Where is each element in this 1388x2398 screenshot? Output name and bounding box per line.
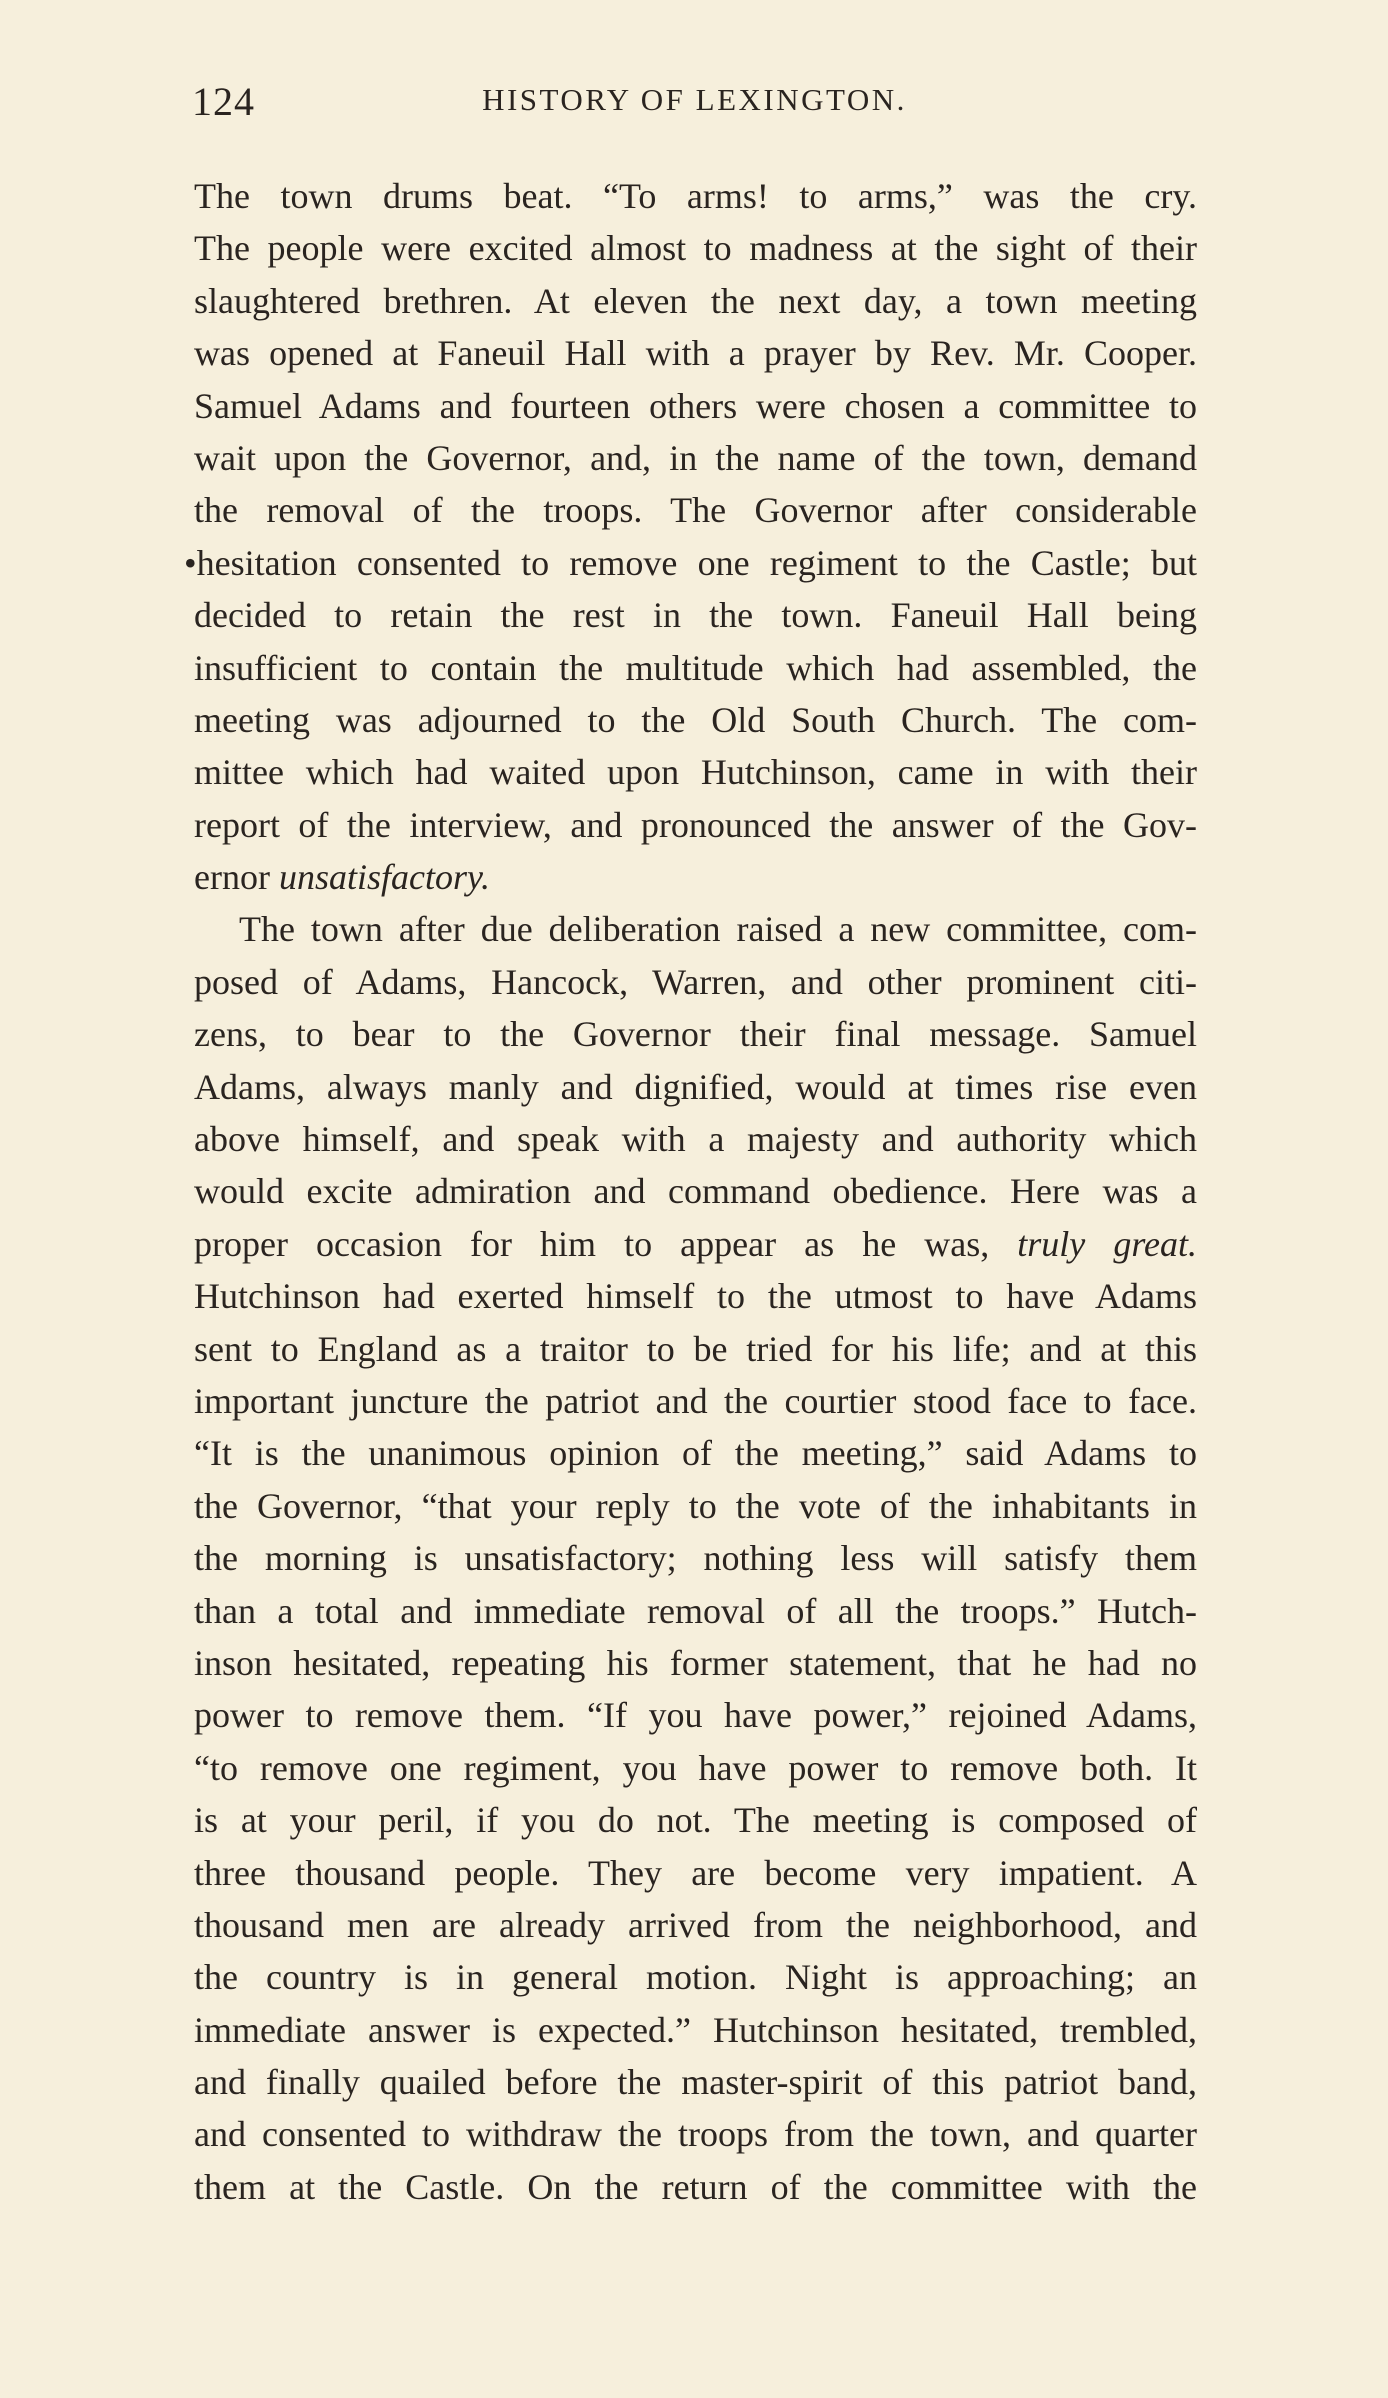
text-line: important juncture the patriot and the courtier stood face to face.	[194, 1380, 1197, 1421]
text-line: Hutchinson had exerted himself to the utmost to have Adams	[194, 1276, 1197, 1317]
text-line: and consented to withdraw the troops from the town, and quarter	[194, 2114, 1197, 2155]
text-line: and finally quailed before the master-spirit of this patriot band,	[194, 2062, 1197, 2103]
text-line	[194, 851, 1197, 903]
text-line: mittee which had waited upon Hutchinson, came in with their	[194, 752, 1197, 793]
italic-word: unsatisfactory.	[278, 857, 490, 898]
text-line: three thousand people. They are become very impatient. A	[194, 1852, 1197, 1893]
text-line: zens, to bear to the Governor their final message. Samuel	[194, 1014, 1197, 1055]
text-line: posed of Adams, Hancock, Warren, and other prominent citi-	[194, 961, 1197, 1002]
page-number: 124	[192, 79, 255, 124]
text-line: Adams, always manly and dignified, would at times rise even	[194, 1066, 1197, 1107]
text-line: thousand men are already arrived from the neighborhood, and	[194, 1904, 1197, 1945]
text-line: The town after due deliberation raised a new committee, com-	[239, 909, 1197, 950]
text-line	[194, 1218, 1197, 1270]
text-line: would excite admiration and command obedience. Here was a	[194, 1171, 1197, 1212]
text-line: above himself, and speak with a majesty and authority which	[194, 1119, 1197, 1160]
text-line: decided to retain the rest in the town. Faneuil Hall being	[194, 595, 1197, 636]
text-line: the removal of the troops. The Governor after considerable	[194, 490, 1197, 531]
italic-phrase: truly great.	[1017, 1223, 1198, 1264]
text-line: immediate answer is expected.” Hutchinson hesitated, trembled,	[194, 2009, 1197, 2050]
text-line: “It is the unanimous opinion of the meeting,” said Adams to	[194, 1433, 1197, 1474]
text-line: the morning is unsatisfactory; nothing less will satisfy them	[194, 1538, 1197, 1579]
text-line: them at the Castle. On the return of the committee with the	[194, 2166, 1197, 2207]
text-line: meeting was adjourned to the Old South Church. The com-	[194, 699, 1197, 740]
text-run: proper occasion for him to appear as he was,	[194, 1223, 1018, 1264]
text-line: than a total and immediate removal of all the troops.” Hutch-	[194, 1590, 1197, 1631]
text-run: ernor	[194, 857, 279, 898]
text-line: “to remove one regiment, you have power to remove both. It	[194, 1747, 1197, 1788]
text-line: the country is in general motion. Night is approaching; an	[194, 1957, 1197, 1998]
text-line: was opened at Faneuil Hall with a prayer by Rev. Mr. Cooper.	[194, 333, 1197, 374]
text-line: slaughtered brethren. At eleven the next day, a town meeting	[194, 280, 1197, 321]
text-line: wait upon the Governor, and, in the name of the town, demand	[194, 437, 1197, 478]
text-line: •hesitation consented to remove one regiment to the Castle; but	[184, 542, 1197, 583]
text-line: report of the interview, and pronounced the answer of the Gov-	[194, 804, 1197, 845]
text-line: The people were excited almost to madness at the sight of their	[194, 228, 1197, 269]
running-title: HISTORY OF LEXINGTON.	[482, 82, 907, 117]
text-line: The town drums beat. “To arms! to arms,” was the cry.	[194, 176, 1197, 216]
text-line: power to remove them. “If you have power,” rejoined Adams,	[194, 1695, 1197, 1736]
text-line: Samuel Adams and fourteen others were chosen a committee to	[194, 385, 1197, 426]
running-head	[192, 78, 1197, 128]
text-line: sent to England as a traitor to be tried for his life; and at this	[194, 1328, 1197, 1369]
text-line: is at your peril, if you do not. The meeting is composed of	[194, 1800, 1197, 1841]
text-line: insufficient to contain the multitude which had assembled, the	[194, 647, 1197, 688]
body-text	[184, 170, 1198, 2213]
text-line: inson hesitated, repeating his former statement, that he had no	[194, 1642, 1197, 1683]
text-line: the Governor, “that your reply to the vote of the inhabitants in	[194, 1485, 1197, 1526]
